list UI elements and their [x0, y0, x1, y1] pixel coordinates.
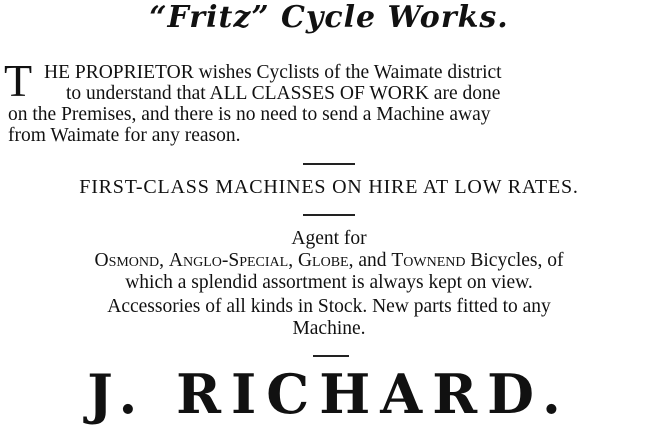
- brand-conjunction: and: [358, 250, 387, 271]
- intro-line-3: on the Premises, and there is no need to send a Machine away: [8, 104, 491, 125]
- brand-list: [0, 250, 658, 272]
- agent-label: Agent for: [291, 228, 367, 249]
- brand-osmond: Osmond,: [94, 250, 165, 271]
- divider-rule: [313, 355, 349, 357]
- brand-globe: Globe,: [297, 250, 354, 271]
- headline: “Fritz” Cycle Works.: [149, 0, 509, 35]
- intro-line-1: HE PROPRIETOR wishes Cyclists of the Waimate district: [44, 62, 502, 83]
- hire-notice: FIRST-CLASS MACHINES ON HIRE AT LOW RATES.: [79, 176, 579, 198]
- intro-line-2: to understand that ALL CLASSES OF WORK are done: [66, 83, 501, 104]
- accessories-line-1: Accessories of all kinds in Stock. New parts fitted to any: [107, 296, 551, 317]
- divider-rule: [303, 214, 355, 216]
- drop-cap: T: [4, 55, 33, 106]
- assortment-line: which a splendid assortment is always kept on view.: [125, 272, 533, 293]
- accessories-line-2: Machine.: [292, 318, 366, 339]
- divider-rule: [303, 163, 355, 165]
- brand-townend: Townend: [391, 250, 466, 271]
- proprietor-signature: J. RICHARD.: [87, 362, 571, 426]
- brand-anglo-special: Anglo-Special,: [168, 250, 294, 271]
- intro-line-4: from Waimate for any reason.: [8, 125, 241, 146]
- brand-suffix: Bicycles, of: [470, 250, 564, 271]
